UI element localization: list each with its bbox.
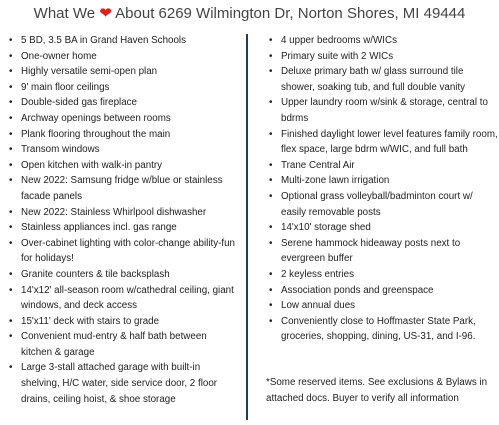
list-item: • Open kitchen with walk-in pantry (6, 158, 238, 174)
list-item: • 15'x11' deck with stairs to grade (6, 314, 238, 330)
list-item: • Convenient mud-entry & half bath between kitchen & garage (6, 329, 238, 360)
list-item: • Archway openings between rooms (6, 111, 238, 127)
list-item: • Association ponds and greenspace (266, 283, 498, 299)
list-item: • Upper laundry room w/sink & storage, central to bdrms (266, 95, 498, 126)
list-item: • 4 upper bedrooms w/WICs (266, 33, 498, 49)
list-item: • Finished daylight lower level features family room, flex space, large bdrm w/WIC, and full bath (266, 127, 498, 158)
list-item: • Serene hammock hideaway posts next to evergreen buffer (266, 236, 498, 267)
list-item: • 2 keyless entries (266, 267, 498, 283)
list-item: • One-owner home (6, 49, 238, 65)
list-item: • Large 3-stall attached garage with built-in shelving, H/C water, side service door, 2 floor drains, ceiling hoist, & shoe storage (6, 360, 238, 407)
list-item: • Highly versatile semi-open plan (6, 64, 238, 80)
list-item: • Primary suite with 2 WICs (266, 49, 498, 65)
page-title (0, 4, 499, 22)
list-item: • Optional grass volleyball/badminton court w/ easily removable posts (266, 189, 498, 220)
list-item: • New 2022: Samsung fridge w/blue or stainless facade panels (6, 173, 238, 204)
features-list-right (266, 33, 498, 345)
list-item: • 5 BD, 3.5 BA in Grand Haven Schools (6, 33, 238, 49)
list-item: • Transom windows (6, 142, 238, 158)
list-item: • Granite counters & tile backsplash (6, 267, 238, 283)
list-item: • Low annual dues (266, 298, 498, 314)
list-item: • New 2022: Stainless Whirlpool dishwasher (6, 205, 238, 221)
list-item: • Over-cabinet lighting with color-change ability-fun for holidays! (6, 236, 238, 267)
heart-icon: ❤ (99, 5, 112, 22)
list-item: • Double-sided gas fireplace (6, 95, 238, 111)
disclaimer-note: *Some reserved items. See exclusions & Bylaws in attached docs. Buyer to verify all information (266, 377, 488, 404)
list-item: • Trane Central Air (266, 158, 498, 174)
features-list-left (6, 33, 238, 407)
list-item: • 9' main floor ceilings (6, 80, 238, 96)
list-item: • 14'x12' all-season room w/cathedral ceiling, giant windows, and deck access (6, 283, 238, 314)
list-item: • Deluxe primary bath w/ glass surround tile shower, soaking tub, and full double vanity (266, 64, 498, 95)
list-item: • Conveniently close to Hoffmaster State Park, groceries, shopping, dining, US-31, and I-96. (266, 314, 498, 345)
list-item: • Plank flooring throughout the main (6, 127, 238, 143)
title-address: About 6269 Wilmington Dr, Norton Shores, MI 49444 (115, 5, 466, 22)
list-item: • Stainless appliances incl. gas range (6, 220, 238, 236)
title-prefix: What We (33, 5, 96, 22)
list-item: • Multi-zone lawn irrigation (266, 173, 498, 189)
column-divider (246, 34, 248, 420)
list-item: • 14'x10' storage shed (266, 220, 498, 236)
